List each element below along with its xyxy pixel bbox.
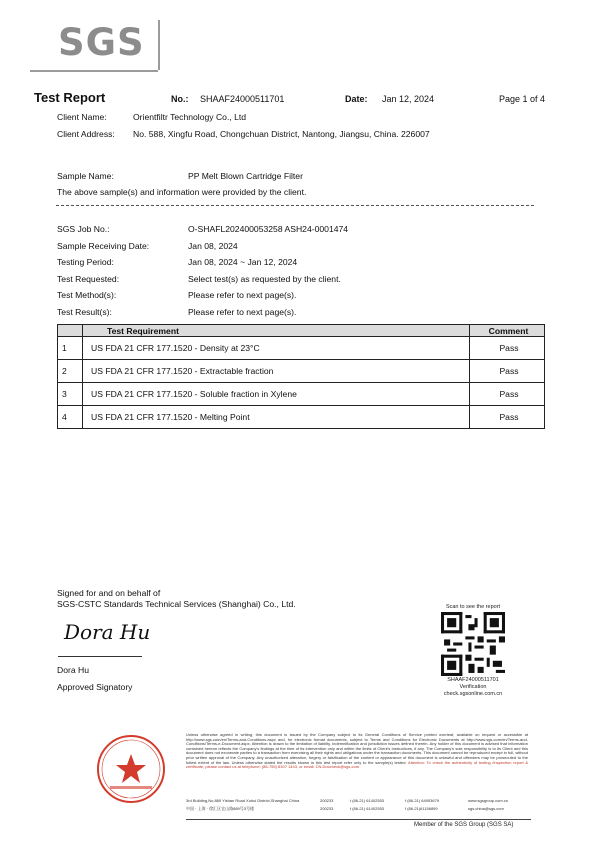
address-cn-email[interactable]: sgs.china@sgs.com (468, 806, 504, 811)
qr-code-icon[interactable] (441, 612, 505, 676)
row-comment: Pass (470, 337, 545, 360)
footer-rule (186, 819, 531, 820)
address-en-tel: t (86-21) 61402553 (350, 798, 385, 803)
address-cn-tel: t (86-21) 61402553 (350, 806, 385, 811)
row-comment: Pass (470, 383, 545, 406)
row-comment: Pass (470, 360, 545, 383)
receiving-date-label: Sample Receiving Date: (57, 241, 150, 251)
sgs-logo: SGS (58, 21, 145, 64)
testing-period-value: Jan 08, 2024 ~ Jan 12, 2024 (188, 257, 298, 267)
address-en-fax: f (86-21) 64953679 (405, 798, 440, 803)
qr-caption: Scan to see the report (445, 604, 501, 610)
address-en-web[interactable]: www.sgsgroup.com.cn (468, 798, 509, 803)
logo-rule (30, 70, 158, 72)
report-title: Test Report (34, 90, 106, 105)
sgs-group-member: Member of the SGS Group (SGS SA) (414, 822, 514, 828)
page-number: Page 1 of 4 (499, 94, 546, 104)
qr-verification: Verification (459, 684, 487, 690)
sample-name-label: Sample Name: (57, 171, 114, 181)
address-cn: 中国 · 上海 · 徐汇区宜山路889号3号楼 (186, 806, 255, 811)
signatory-name: Dora Hu (57, 665, 89, 675)
table-row (58, 337, 545, 360)
address-cn-fax: f (86-21)61156899 (405, 806, 438, 811)
report-no-value: SHAAF24000511701 (200, 94, 285, 104)
table-header-comment: Comment (470, 325, 545, 337)
receiving-date-value: Jan 08, 2024 (188, 241, 238, 251)
client-name-label: Client Name: (57, 112, 107, 122)
row-number: 3 (58, 383, 83, 406)
sample-provided-note: The above sample(s) and information were provided by the client. (57, 187, 307, 197)
job-no-label: SGS Job No.: (57, 224, 110, 234)
job-no-value: O-SHAFL202400053258 ASH24-0001474 (188, 224, 349, 234)
date-value: Jan 12, 2024 (382, 94, 435, 104)
sample-name-value: PP Melt Blown Cartridge Filter (188, 171, 303, 181)
test-result-value: Please refer to next page(s). (188, 307, 297, 317)
company-seal-icon (96, 734, 166, 804)
logo-tick (158, 20, 160, 70)
row-requirement: US FDA 21 CFR 177.1520 - Extractable fraction (83, 360, 470, 383)
disclaimer-text (186, 733, 528, 770)
table-header-row (58, 325, 545, 337)
row-number: 1 (58, 337, 83, 360)
test-requested-value: Select test(s) as requested by the client. (188, 274, 341, 284)
on-behalf-line2: SGS-CSTC Standards Technical Services (Shanghai) Co., Ltd. (57, 599, 296, 609)
report-no-label: No.: (171, 94, 189, 104)
test-result-label: Test Result(s): (57, 307, 112, 317)
row-requirement: US FDA 21 CFR 177.1520 - Density at 23°C (83, 337, 470, 360)
date-label: Date: (345, 94, 368, 104)
signatory-title: Approved Signatory (57, 682, 133, 692)
client-name-value: Orientfiltr Technology Co., Ltd (133, 112, 247, 122)
separator-line (56, 205, 534, 206)
row-requirement: US FDA 21 CFR 177.1520 - Melting Point (83, 406, 470, 429)
row-requirement: US FDA 21 CFR 177.1520 - Soluble fraction in Xylene (83, 383, 470, 406)
signature-rule (58, 656, 142, 657)
table-row (58, 383, 545, 406)
table-header-requirement: Test Requirement (83, 325, 470, 337)
row-number: 2 (58, 360, 83, 383)
test-method-label: Test Method(s): (57, 290, 117, 300)
test-requested-label: Test Requested: (57, 274, 120, 284)
handwritten-signature: Dora Hu (64, 620, 151, 644)
client-address-label: Client Address: (57, 129, 115, 139)
address-cn-zip: 200233 (320, 806, 334, 811)
address-en-zip: 200233 (320, 798, 334, 803)
table-row (58, 406, 545, 429)
disclaimer-body: Unless otherwise agreed in writing, this document is issued by the Company subject to its General Conditions of Service printed overleaf, available on request or accessible at http://www.sgs.com/en/Terms-and-Conditions.aspx and, for electronic format documents, subject to Terms and Conditions for Electronic Documents at http://www.sgs.com/en/Terms-and-Conditions/Terms-e-Document.aspx. Attention is drawn to the limitation of liability, indemnification and jurisdiction issues defined therein. Any holder of this document is advised that information contained hereon reflects the Company's findings at the time of its intervention only and within the limits of Client's instructions, if any. The Company's sole responsibility is to its Client and this document does not exonerate parties to a transaction from exercising all their rights and obligations under the transaction documents. This document cannot be reproduced except in full, without prior written approval of the Company. Any unauthorized alteration, forgery or falsification of the content or appearance of this document is unlawful and offenders may be prosecuted to the fullest extent of the law. Unless otherwise stated the results shown in this test report refer only to the sample(s) tested. (186, 732, 528, 765)
testing-period-label: Testing Period: (57, 257, 114, 267)
on-behalf-line1: Signed for and on behalf of (57, 588, 161, 598)
client-address-value: No. 588, Xingfu Road, Chongchuan District, Nantong, Jiangsu, China. 226007 (133, 129, 430, 139)
table-row (58, 360, 545, 383)
test-method-value: Please refer to next page(s). (188, 290, 297, 300)
address-en: 3rd Building,No.889 Yishan Road Xuhui District,Shanghai China (186, 798, 300, 803)
qr-site: check.sgsonline.com.cn (443, 691, 503, 697)
disclaimer-attention: Attention: To check the authenticity of testing /inspection report & certificate, please contact us at telephone: (86-755) 8307 1443, or email: CN.Doccheck@sgs.com (186, 759, 528, 770)
row-number: 4 (58, 406, 83, 429)
row-comment: Pass (470, 406, 545, 429)
qr-report-no: SHAAF24000511701 (447, 677, 499, 683)
table-header-number (58, 325, 83, 337)
test-requirements-table (57, 324, 545, 429)
